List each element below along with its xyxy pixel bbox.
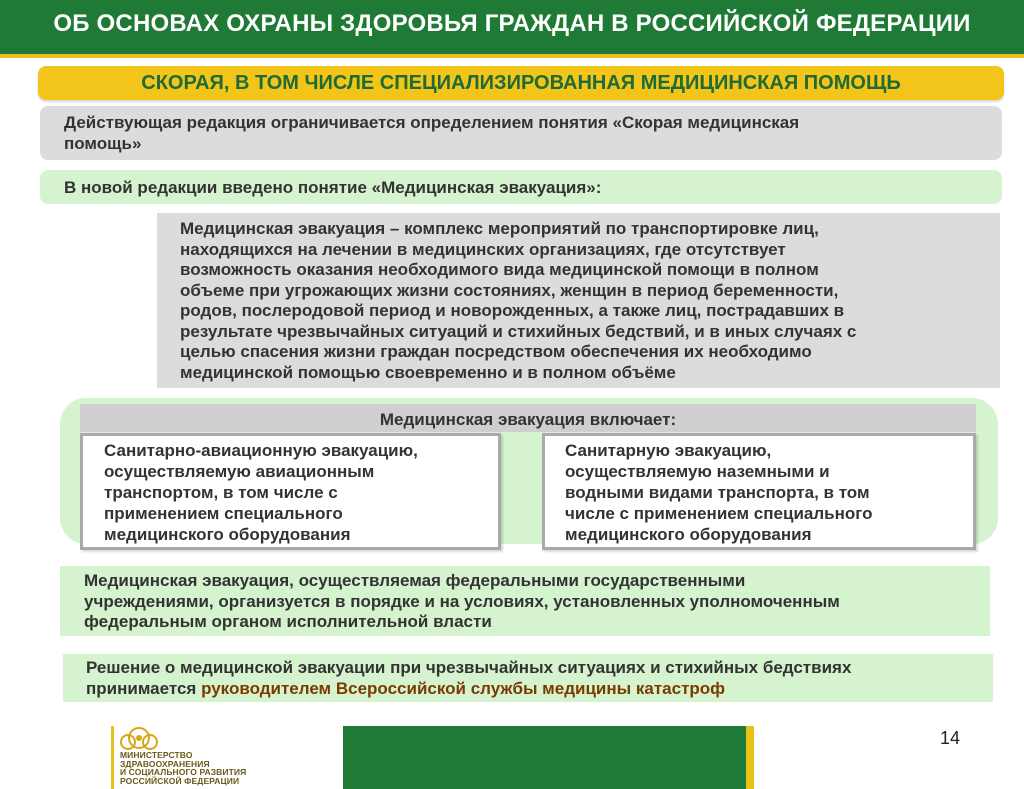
ministry-name [120, 751, 300, 785]
ground-evacuation-line: медицинского оборудования [565, 525, 812, 544]
ministry-line: И СОЦИАЛЬНОГО РАЗВИТИЯ [120, 767, 247, 777]
decision-text [86, 657, 986, 699]
federal-line: учреждениями, организуется в порядке и на условиях, установленных уполномоченным [84, 591, 840, 611]
decision-prefix: принимается [86, 679, 202, 698]
decision-highlight: руководителем Всероссийской службы медицины катастроф [201, 679, 726, 698]
section-subtitle: СКОРАЯ, В ТОМ ЧИСЛЕ СПЕЦИАЛИЗИРОВАННАЯ МЕДИЦИНСКАЯ ПОМОЩЬ [141, 72, 901, 94]
definition-line: родов, послеродовой период и новорожденных, а также лиц, пострадавших в [180, 301, 845, 320]
decision-line-2 [86, 678, 986, 699]
definition-line: возможность оказания необходимого вида медицинской помощи в полном [180, 260, 819, 279]
ministry-line: РОССИЙСКОЙ ФЕДЕРАЦИИ [120, 775, 240, 786]
decision-line-1: Решение о медицинской эвакуации при чрезвычайных ситуациях и стихийных бедствиях [86, 658, 852, 677]
air-evacuation-line: осуществляемую авиационным [104, 462, 375, 481]
air-evacuation-line: Санитарно-авиационную эвакуацию, [104, 441, 418, 460]
current-edition-line-2: помощь» [64, 134, 142, 153]
new-edition-text: В новой редакции введено понятие «Медицинская эвакуация»: [64, 178, 602, 197]
page-number: 14 [940, 728, 961, 748]
ground-evacuation-line: Санитарную эвакуацию, [565, 441, 772, 460]
definition-text [180, 219, 990, 383]
ground-evacuation-text [565, 440, 965, 545]
air-evacuation-line: применением специального [104, 504, 343, 523]
federal-line: Медицинская эвакуация, осуществляемая федеральными государственными [84, 571, 746, 590]
includes-header: Медицинская эвакуация включает: [379, 410, 677, 429]
air-evacuation-line: транспортом, в том числе с [104, 483, 338, 502]
definition-line: находящихся на лечении в медицинских организациях, где отсутствует [180, 239, 786, 259]
federal-text [84, 571, 984, 633]
current-edition-line-1: Действующая редакция ограничивается определением понятия «Скорая медицинская [64, 113, 800, 132]
ground-evacuation-line: водными видами транспорта, в том [565, 483, 870, 502]
definition-line: результате чрезвычайных ситуаций и стихийных бедствий, и в иных случаях с [180, 321, 857, 341]
definition-line: Медицинская эвакуация – комплекс мероприятий по транспортировке лиц, [180, 219, 819, 238]
definition-line: целью спасения жизни граждан посредством обеспечения их необходимо [180, 342, 812, 361]
definition-line: объеме при угрожающих жизни состояниях, женщин в период беременности, [180, 280, 839, 300]
ground-evacuation-line: числе с применением специального [565, 504, 873, 523]
air-evacuation-text [104, 440, 494, 545]
ministry-line: МИНИСТЕРСТВО [120, 750, 193, 760]
page-title: ОБ ОСНОВАХ ОХРАНЫ ЗДОРОВЬЯ ГРАЖДАН В РОССИЙСКОЙ ФЕДЕРАЦИИ [53, 10, 971, 37]
air-evacuation-line: медицинского оборудования [104, 525, 351, 544]
current-edition-text [64, 112, 964, 154]
footer-yellow-stripe [746, 726, 754, 789]
definition-line: медицинской помощью своевременно и в полном объёме [180, 362, 676, 382]
ground-evacuation-line: осуществляемую наземными и [565, 462, 830, 481]
ministry-line: ЗДРАВООХРАНЕНИЯ [120, 758, 210, 769]
footer-green-block [343, 726, 746, 789]
federal-line: федеральным органом исполнительной власти [84, 612, 492, 631]
